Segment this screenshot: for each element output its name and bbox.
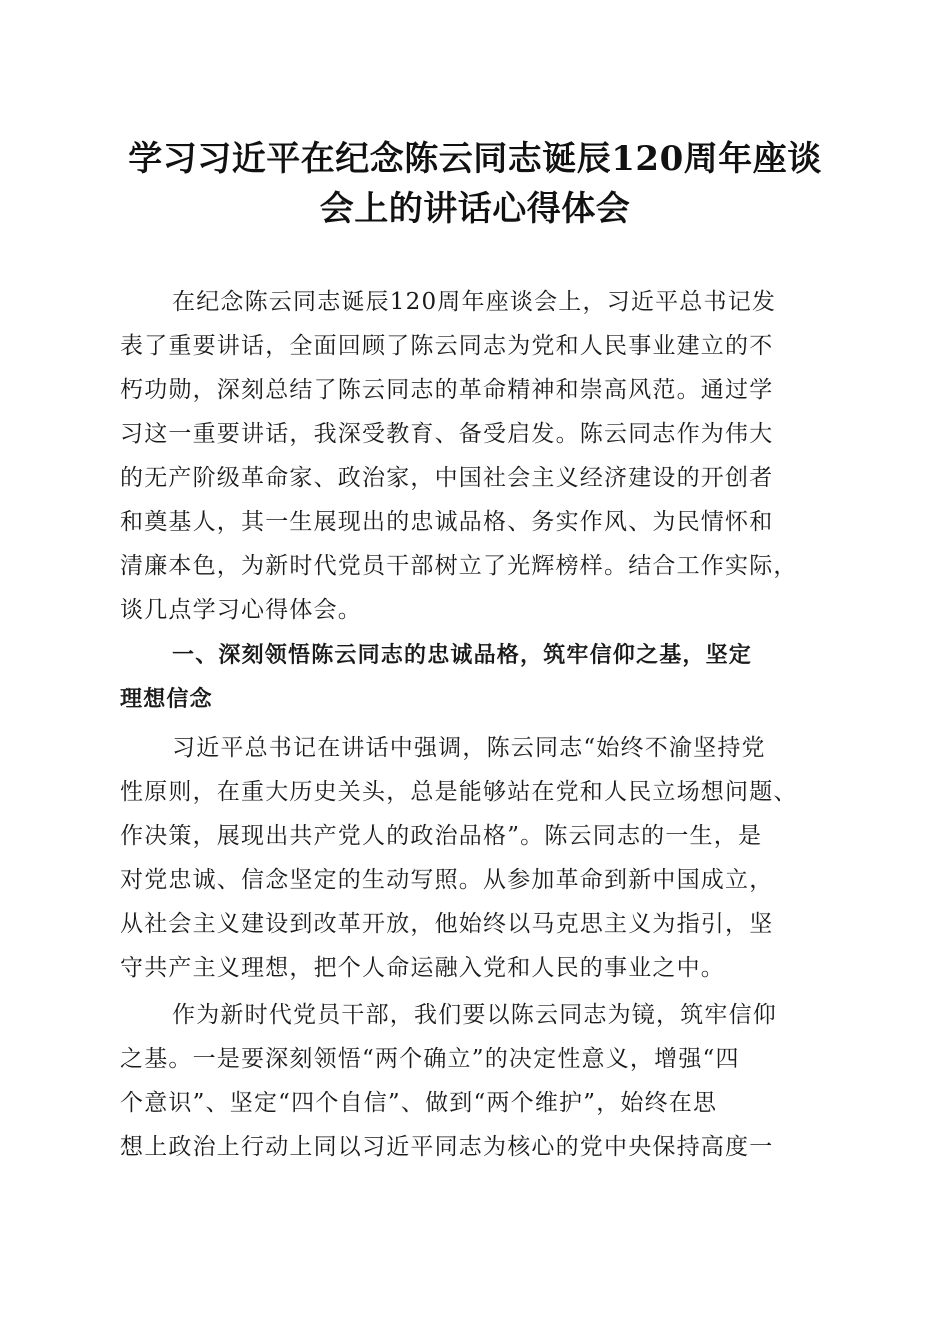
paragraph-2-line-5: 从社会主义建设到改革开放，他始终以马克思主义为指引，坚 [120, 911, 774, 937]
paragraph-3-line-4: 想上政治上行动上同以习近平同志为核心的党中央保持高度一 [120, 1134, 774, 1160]
title-line-2: 会上的讲话心得体会 [319, 189, 631, 229]
paragraph-1-line-4: 习这一重要讲话，我深受教育、备受启发。陈云同志作为伟大 [120, 421, 774, 447]
paragraph-2-line-4: 对党忠诚、信念坚定的生动写照。从参加革命到新中国成立， [120, 867, 774, 893]
section-heading-1-line-2: 理想信念 [120, 687, 213, 712]
paragraph-1-line-5: 的无产阶级革命家、政治家，中国社会主义经济建设的开创者 [120, 465, 774, 491]
paragraph-3-line-2: 之基。一是要深刻领悟“两个确立”的决定性意义，增强“四 [120, 1046, 740, 1072]
paragraph-1-line-1: 在纪念陈云同志诞辰120周年座谈会上，习近平总书记发 [172, 289, 777, 315]
paragraph-1-line-3: 朽功勋，深刻总结了陈云同志的革命精神和崇高风范。通过学 [120, 377, 774, 403]
paragraph-1-line-6: 和奠基人，其一生展现出的忠诚品格、务实作风、为民情怀和 [120, 509, 774, 535]
paragraph-2-line-1: 习近平总书记在讲话中强调，陈云同志“始终不渝坚持党 [172, 735, 766, 761]
paragraph-1-line-2: 表了重要讲话，全面回顾了陈云同志为党和人民事业建立的不 [120, 333, 774, 359]
paragraph-3-line-1: 作为新时代党员干部，我们要以陈云同志为镜，筑牢信仰 [172, 1002, 777, 1028]
paragraph-2-line-6: 守共产主义理想，把个人命运融入党和人民的事业之中。 [120, 955, 725, 981]
paragraph-1-line-8: 谈几点学习心得体会。 [120, 597, 362, 623]
document-title [100, 134, 850, 234]
title-line-1: 学习习近平在纪念陈云同志诞辰120周年座谈 [128, 139, 822, 179]
section-heading-1-line-1: 一、深刻领悟陈云同志的忠诚品格，筑牢信仰之基，坚定 [172, 643, 753, 668]
paragraph-3-line-3: 个意识”、坚定“四个自信”、做到“两个维护”，始终在思 [120, 1090, 718, 1116]
paragraph-2-line-2: 性原则，在重大历史关头，总是能够站在党和人民立场想问题、 [120, 779, 798, 805]
paragraph-1-line-7: 清廉本色，为新时代党员干部树立了光辉榜样。结合工作实际， [120, 553, 798, 579]
paragraph-2-line-3: 作决策，展现出共产党人的政治品格”。陈云同志的一生，是 [120, 823, 763, 849]
